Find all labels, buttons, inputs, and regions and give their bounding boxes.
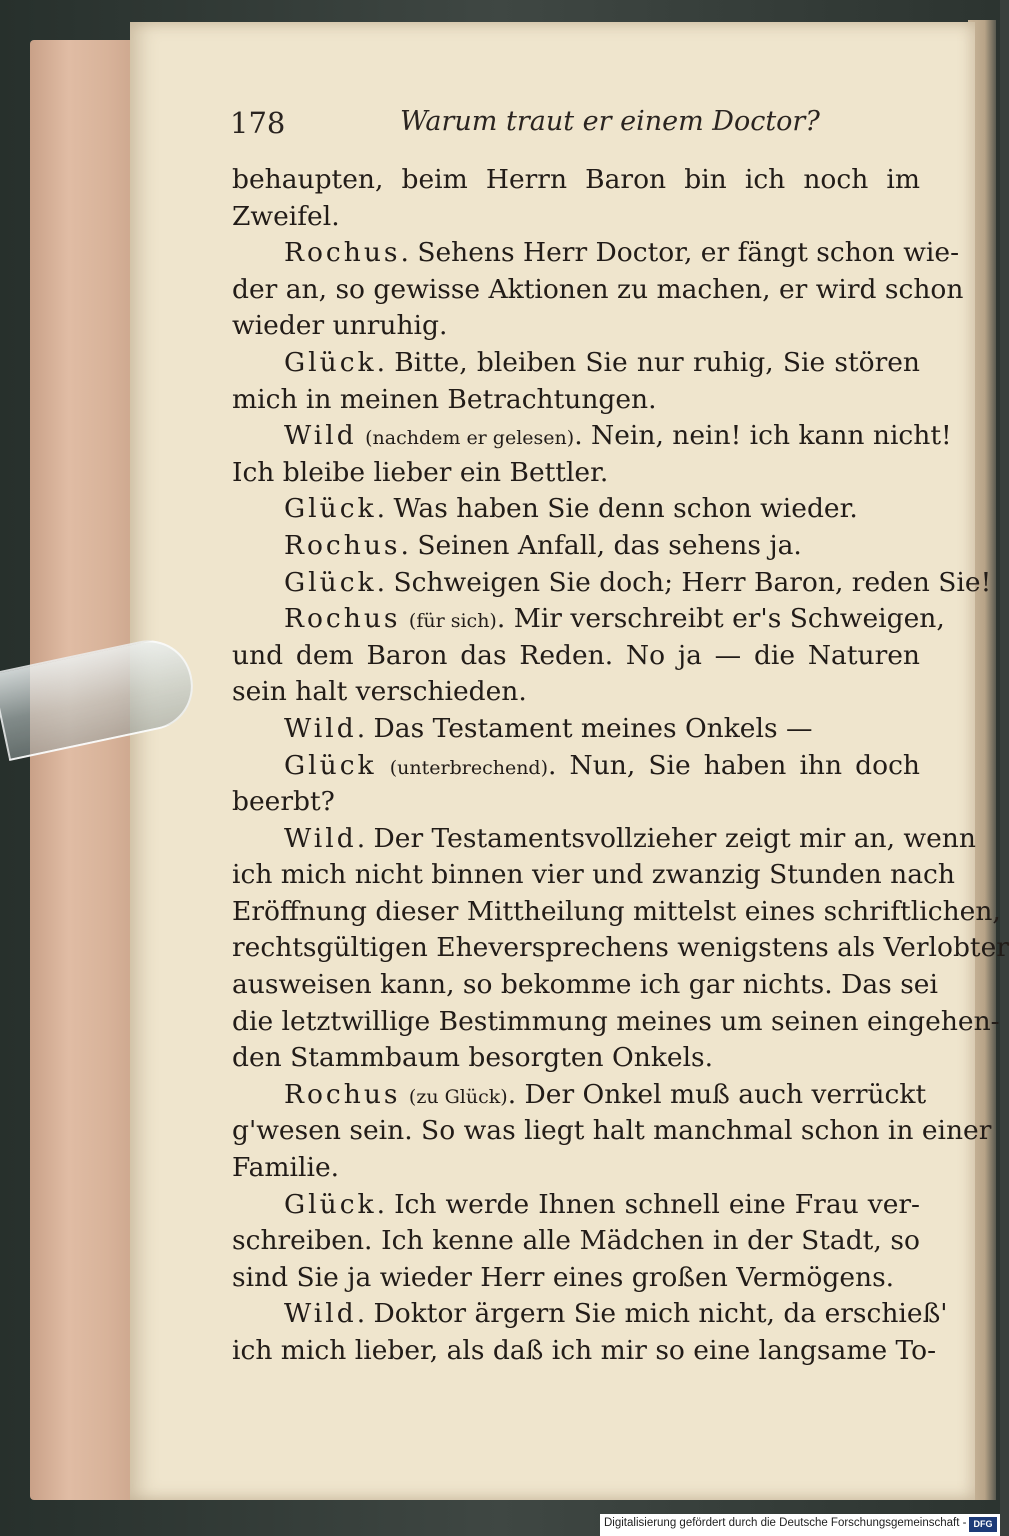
line-text: sein halt verschieden. (232, 676, 527, 708)
speaker-name: Wild (284, 1298, 357, 1330)
line-text (357, 420, 365, 451)
line-text (377, 750, 390, 781)
text-line (232, 1187, 920, 1224)
text-line (232, 272, 964, 309)
line-text: Ich bleibe lieber ein Bettler. (232, 456, 609, 488)
line-text: . Was haben Sie denn schon wieder. (376, 493, 858, 525)
line-text: . Doktor ärgern Sie mich nicht, da erschieß' (356, 1298, 948, 1330)
stage-direction: (nachdem er gelesen) (365, 427, 575, 450)
stage-direction: (für sich) (408, 610, 497, 633)
text-line (232, 235, 960, 272)
line-text: rechtsgültigen Eheversprechens wenigstens als Verlobter (232, 932, 1009, 964)
text-line (232, 1223, 920, 1260)
text-line (232, 821, 976, 858)
line-text: . Schweigen Sie doch; Herr Baron, reden Sie! (376, 566, 992, 598)
speaker-name: Glück (284, 346, 377, 378)
speaker-name: Rochus (284, 529, 401, 561)
text-line (232, 382, 920, 419)
text-line (232, 308, 920, 345)
book-page-edges-left (30, 40, 140, 1500)
line-text: . Mir verschreibt er's Schweigen, (496, 603, 945, 635)
stage-direction: (zu Glück) (408, 1085, 508, 1108)
text-line (232, 565, 992, 602)
line-text: . Seinen Anfall, das sehens ja. (400, 529, 802, 561)
line-text: . Das Testament meines Onkels — (356, 712, 813, 744)
text-line (232, 418, 952, 455)
speaker-name: Wild (284, 420, 357, 452)
text-line (232, 674, 920, 711)
running-title: Warum traut er einem Doctor? (400, 106, 820, 137)
text-line (232, 1113, 992, 1150)
line-text: sind Sie ja wieder Herr eines großen Vermögens. (232, 1261, 895, 1293)
text-line (232, 857, 955, 894)
stage-direction: (unterbrechend) (389, 756, 549, 779)
text-line (232, 894, 1001, 931)
line-text: . Der Testamentsvollzieher zeigt mir an, wenn (356, 822, 976, 854)
page-text (232, 162, 1009, 1370)
speaker-name: Wild (284, 822, 357, 854)
line-text: ich mich lieber, als daß ich mir so eine langsame To- (232, 1335, 937, 1366)
line-text: wieder unruhig. (232, 310, 448, 342)
speaker-name: Glück (284, 1188, 377, 1220)
line-text: mich in meinen Betrachtungen. (232, 383, 657, 415)
text-line (232, 1296, 948, 1333)
text-line (232, 784, 920, 821)
line-text: beerbt? (232, 786, 335, 818)
speaker-name: Rochus (284, 1078, 401, 1110)
page-number: 178 (230, 106, 286, 140)
line-text (400, 603, 408, 634)
speaker-name: Rochus (284, 603, 401, 635)
text-line (232, 1333, 937, 1370)
line-text: . Nein, nein! ich kann nicht! (574, 420, 952, 452)
line-text: . Der Onkel muß auch verrückt (507, 1078, 927, 1110)
line-text: die letztwillige Bestimmung meines um seinen eingehen- (232, 1005, 1000, 1037)
line-text: ausweisen kann, so bekomme ich gar nichts. Das sei (232, 969, 938, 1001)
line-text: . Ich werde Ihnen schnell eine Frau ver- (376, 1188, 920, 1220)
text-line (232, 345, 920, 382)
text-line (232, 711, 920, 748)
text-line (232, 199, 920, 236)
text-line (232, 491, 920, 528)
text-line (232, 967, 938, 1004)
page-header (230, 106, 920, 146)
text-line (232, 930, 1009, 967)
speaker-name: Glück (284, 493, 377, 525)
line-text: Eröffnung dieser Mittheilung mittelst eines schriftlichen, (232, 895, 1001, 927)
text-line (232, 1004, 1000, 1041)
text-line (232, 601, 945, 638)
line-text: behaupten, beim Herrn Baron bin ich noch im (232, 164, 920, 195)
line-text: Zweifel. (232, 200, 340, 232)
text-line (232, 162, 920, 199)
line-text: . Nun, Sie haben ihn doch (548, 749, 920, 781)
line-text: ich mich nicht binnen vier und zwanzig Stunden nach (232, 859, 955, 891)
line-text: . Bitte, bleiben Sie nur ruhig, Sie stören (376, 346, 920, 378)
speaker-name: Glück (284, 749, 377, 781)
text-line (232, 1077, 927, 1114)
line-text: g'wesen sein. So was liegt halt manchmal schon in einer (232, 1115, 992, 1147)
speaker-name: Wild (284, 712, 357, 744)
text-line (232, 638, 920, 675)
text-line (232, 1260, 920, 1297)
line-text (400, 1079, 408, 1110)
line-text: den Stammbaum besorgten Onkels. (232, 1042, 714, 1074)
footer-bar (600, 1514, 1000, 1536)
text-line (232, 528, 920, 565)
line-text: der an, so gewisse Aktionen zu machen, er wird schon (232, 273, 964, 305)
speaker-name: Rochus (284, 237, 401, 269)
text-line (232, 455, 920, 492)
line-text: Familie. (232, 1152, 340, 1184)
line-text: . Sehens Herr Doctor, er fängt schon wie- (400, 237, 960, 269)
text-line (232, 1150, 920, 1187)
line-text: schreiben. Ich kenne alle Mädchen in der Stadt, so (232, 1225, 920, 1257)
text-line (232, 1040, 920, 1077)
footer-credit: Digitalisierung gefördert durch die Deutsche Forschungsgemeinschaft - (604, 1517, 967, 1529)
line-text: und dem Baron das Reden. No ja — die Naturen (232, 639, 920, 671)
dfg-logo: DFG (969, 1517, 997, 1532)
speaker-name: Glück (284, 566, 377, 598)
text-line (232, 748, 920, 785)
